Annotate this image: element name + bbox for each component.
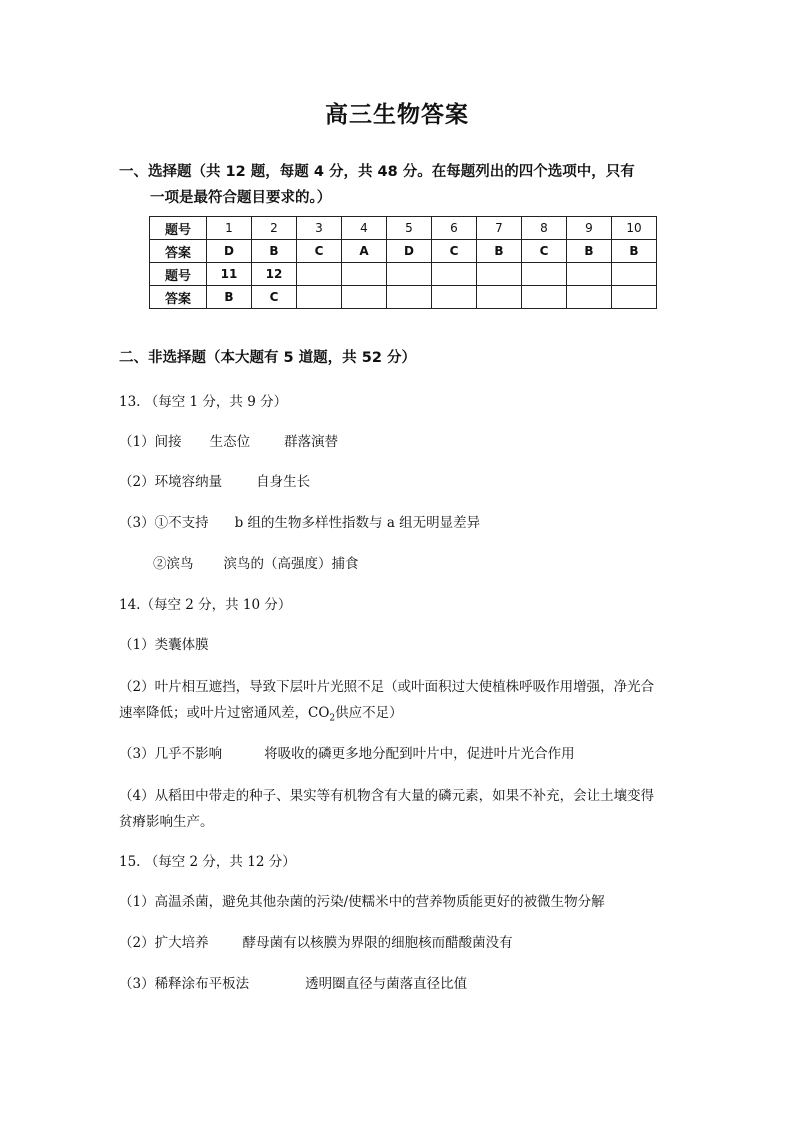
answer-text: （2）扩大培养 <box>119 935 209 951</box>
q15-answer-1: （1）高温杀菌，避免其他杂菌的污染/使糯米中的营养物质能更好的被微生物分解 <box>119 894 605 910</box>
q14-answer-4-line2: 贫瘠影响生产。 <box>119 814 214 830</box>
answer-cell: B <box>612 240 657 263</box>
empty-cell <box>432 286 477 309</box>
table-row <box>150 240 657 263</box>
row-label: 题号 <box>150 263 207 286</box>
answer-text: （3）几乎不影响 <box>119 746 223 762</box>
answer-text: （3）稀释涂布平板法 <box>119 976 250 992</box>
answer-text: ②滨鸟 <box>153 556 194 572</box>
q14-answer-2-line1: （2）叶片相互遮挡，导致下层叶片光照不足（或叶面积过大使植株呼吸作用增强，净光合 <box>119 679 655 695</box>
question-number: 12 <box>252 263 297 286</box>
answer-cell: B <box>207 286 252 309</box>
answer-cell: C <box>252 286 297 309</box>
row-label: 题号 <box>150 217 207 240</box>
question-number: 8 <box>522 217 567 240</box>
answer-cell: B <box>567 240 612 263</box>
q13-answer-1 <box>119 430 338 454</box>
answer-text: 速率降低；或叶片过密通风差，CO <box>119 705 330 721</box>
answer-text: b 组的生物多样性指数与 a 组无明显差异 <box>234 515 481 531</box>
subscript: 2 <box>329 713 336 724</box>
q14-answer-2-line2 <box>119 701 403 731</box>
empty-cell <box>432 263 477 286</box>
question-number: 3 <box>297 217 342 240</box>
empty-cell <box>297 263 342 286</box>
answer-text: （1）间接 <box>119 434 182 450</box>
answer-text: （2）环境容纳量 <box>119 474 223 490</box>
q13-answer-3 <box>119 511 480 535</box>
empty-cell <box>297 286 342 309</box>
question-number: 7 <box>477 217 522 240</box>
answer-text: 供应不足） <box>335 705 403 721</box>
empty-cell <box>522 286 567 309</box>
table-row <box>150 263 657 286</box>
row-label: 答案 <box>150 286 207 309</box>
q15-answer-2 <box>119 931 513 955</box>
empty-cell <box>522 263 567 286</box>
question-number: 4 <box>342 217 387 240</box>
empty-cell <box>567 263 612 286</box>
question-number: 2 <box>252 217 297 240</box>
q15-title: 15. （每空 2 分，共 12 分） <box>119 854 296 870</box>
answer-cell: C <box>297 240 342 263</box>
answer-text: 滨鸟的（高强度）捕食 <box>223 556 359 572</box>
row-label: 答案 <box>150 240 207 263</box>
answer-cell: A <box>342 240 387 263</box>
empty-cell <box>567 286 612 309</box>
answer-cell: C <box>522 240 567 263</box>
empty-cell <box>612 263 657 286</box>
question-number: 11 <box>207 263 252 286</box>
empty-cell <box>387 286 432 309</box>
question-number: 5 <box>387 217 432 240</box>
section2-heading: 二、非选择题（本大题有 5 道题，共 52 分） <box>119 350 416 366</box>
answer-cell: D <box>387 240 432 263</box>
answer-text: （3）①不支持 <box>119 515 209 531</box>
answer-table <box>149 216 657 309</box>
q13-answer-3b <box>153 552 359 576</box>
q14-answer-3 <box>119 742 575 766</box>
answer-text: 自身生长 <box>256 474 311 490</box>
answer-text: 生态位 <box>209 434 251 450</box>
empty-cell <box>387 263 432 286</box>
empty-cell <box>342 263 387 286</box>
answer-text: 群落演替 <box>284 434 339 450</box>
answer-cell: D <box>207 240 252 263</box>
question-number: 1 <box>207 217 252 240</box>
table-row <box>150 217 657 240</box>
table-row <box>150 286 657 309</box>
section1-heading: 一、选择题（共 12 题，每题 4 分，共 48 分。在每题列出的四个选项中，只有 <box>119 164 635 180</box>
question-number: 9 <box>567 217 612 240</box>
question-number: 10 <box>612 217 657 240</box>
section1-heading-cont: 一项是最符合题目要求的。） <box>150 190 332 206</box>
q15-answer-3 <box>119 972 467 996</box>
answer-cell: B <box>252 240 297 263</box>
q14-title: 14.（每空 2 分，共 10 分） <box>119 597 292 613</box>
q13-title: 13. （每空 1 分，共 9 分） <box>119 394 288 410</box>
empty-cell <box>477 263 522 286</box>
answer-text: 透明圈直径与菌落直径比值 <box>305 976 468 992</box>
answer-cell: C <box>432 240 477 263</box>
answer-text: 酵母菌有以核膜为界限的细胞核而醋酸菌没有 <box>242 935 513 951</box>
q14-answer-4-line1: （4）从稻田中带走的种子、果实等有机物含有大量的磷元素，如果不补充，会让土壤变得 <box>119 788 655 804</box>
answer-text: 将吸收的磷更多地分配到叶片中，促进叶片光合作用 <box>264 746 575 762</box>
question-number: 6 <box>432 217 477 240</box>
empty-cell <box>477 286 522 309</box>
q13-answer-2 <box>119 470 310 494</box>
empty-cell <box>612 286 657 309</box>
answer-cell: B <box>477 240 522 263</box>
page-title: 高三生物答案 <box>325 102 469 128</box>
q14-answer-1: （1）类囊体膜 <box>119 637 209 653</box>
empty-cell <box>342 286 387 309</box>
